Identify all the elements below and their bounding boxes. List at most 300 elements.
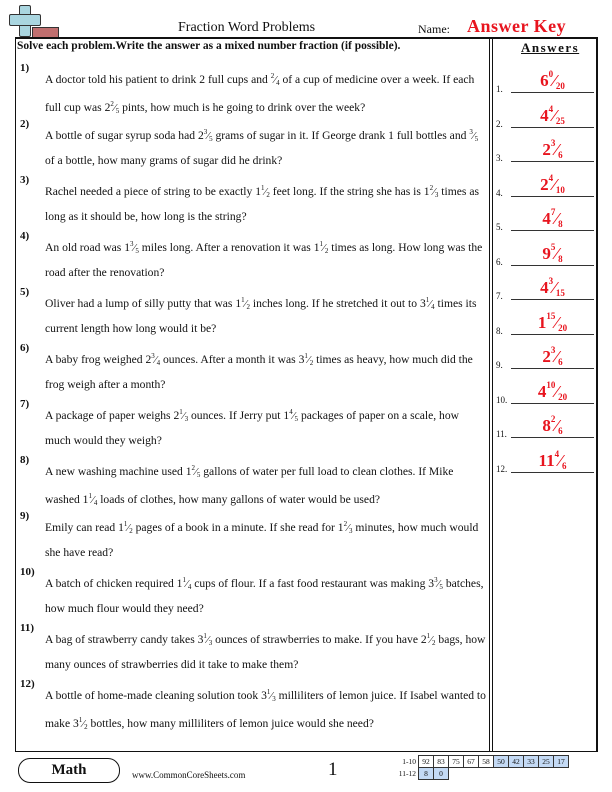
whole-number: 8 — [542, 416, 551, 435]
fraction-slash: ⁄ — [264, 186, 267, 198]
whole-number: 9 — [542, 243, 551, 263]
answer-number: 7. — [496, 291, 503, 301]
answer-line — [511, 92, 594, 93]
problem-text-segment: A bottle of home-made cleaning solution took — [45, 689, 262, 702]
mixed-number — [511, 311, 594, 333]
answer-row — [496, 99, 596, 129]
fraction-slash: ⁄ — [555, 347, 559, 366]
answer-row — [496, 168, 596, 198]
numerator: 3 — [548, 276, 554, 286]
fraction-slash: ⁄ — [195, 466, 197, 478]
fraction-slash: ⁄ — [323, 242, 325, 254]
site-url: www.CommonCoreSheets.com — [132, 770, 246, 780]
denominator: 4 — [93, 499, 98, 507]
mixed-number — [255, 185, 270, 198]
denominator: 20 — [558, 322, 568, 333]
frame-bottom — [15, 751, 598, 752]
problem-number: 6) — [20, 342, 30, 354]
problem-text-segment: pages of a book in a minute. If she read for — [132, 521, 338, 534]
problem-text-segment: milliliters of lemon juice. If Isabel wanted to make — [45, 689, 486, 730]
score-cell: 50 — [494, 756, 509, 768]
whole-number: 2 — [104, 101, 111, 114]
answer-line — [511, 161, 594, 162]
denominator: 8 — [558, 253, 563, 264]
score-cell: 33 — [524, 756, 539, 768]
instructions: Solve each problem.Write the answer as a mixed number fraction (if possible). — [17, 40, 401, 52]
fraction-slash: ⁄ — [555, 140, 559, 159]
mixed-number — [198, 129, 213, 142]
problem-number: 8) — [20, 454, 30, 466]
fraction-slash: ⁄ — [553, 278, 556, 297]
score-cell: 92 — [419, 756, 434, 768]
mixed-number — [177, 577, 192, 590]
numerator: 5 — [550, 241, 556, 252]
score-cell: 83 — [434, 756, 449, 768]
answer-line — [511, 127, 594, 128]
mixed-number — [428, 577, 443, 590]
whole-number: 4 — [542, 209, 551, 228]
mixed-number — [124, 241, 139, 254]
numerator: 10 — [546, 379, 556, 390]
numerator: 1 — [304, 352, 308, 360]
column-divider — [489, 38, 490, 752]
mixed-number — [469, 129, 478, 142]
answer-line — [511, 368, 594, 369]
score-row — [398, 756, 569, 768]
denominator: 3 — [434, 191, 439, 199]
numerator: 1 — [261, 184, 265, 192]
fraction-slash: ⁄ — [244, 298, 247, 310]
frame-right — [596, 38, 598, 752]
fraction-slash: ⁄ — [113, 102, 116, 114]
numerator: 2 — [191, 464, 196, 472]
subject-badge: Math — [18, 758, 120, 783]
mixed-number — [198, 633, 213, 646]
answer-row — [496, 340, 596, 370]
problem-text-segment: of a cup of medicine over a week. If each full cup was — [45, 73, 475, 114]
whole-number: 4 — [537, 381, 547, 401]
answer-line — [511, 299, 594, 300]
fraction-slash: ⁄ — [270, 690, 273, 702]
numerator: 4 — [554, 448, 560, 459]
problem-number: 11) — [20, 622, 35, 634]
denominator: 2 — [246, 303, 250, 311]
denominator: 4 — [156, 359, 161, 367]
whole-number: 3 — [261, 689, 267, 702]
problem-text-segment: ounces of strawberries to make. If you have — [212, 633, 421, 646]
fraction-slash: ⁄ — [82, 718, 85, 730]
header-divider — [15, 37, 598, 39]
mixed-number — [511, 414, 594, 436]
whole-number: 1 — [118, 521, 124, 534]
denominator: 4 — [276, 79, 280, 87]
mixed-number — [511, 345, 594, 367]
problem-text-segment: Rachel needed a piece of string to be exactly — [45, 185, 256, 198]
score-row — [398, 768, 569, 780]
answer-row — [496, 133, 596, 163]
whole-number: 2 — [542, 347, 551, 366]
whole-number: 2 — [540, 174, 549, 194]
score-cell: 17 — [554, 756, 569, 768]
denominator: 2 — [129, 527, 133, 535]
mixed-number — [173, 409, 188, 422]
answer-number: 5. — [496, 222, 503, 232]
problem-text — [45, 122, 487, 171]
mixed-number — [424, 185, 439, 198]
problem-text — [45, 346, 487, 395]
numerator: 4 — [289, 408, 293, 416]
whole-number: 2 — [145, 353, 152, 366]
whole-number: 1 — [124, 241, 131, 254]
fraction-slash: ⁄ — [206, 634, 209, 646]
mixed-number — [511, 207, 594, 229]
logo-plus-icon-bar — [9, 14, 41, 26]
problem-text-segment: minutes, how much would she have read? — [45, 521, 479, 559]
fraction-slash: ⁄ — [559, 450, 562, 470]
numerator: 1 — [123, 520, 128, 528]
frame-left — [15, 38, 16, 752]
answer-line — [511, 403, 594, 404]
name-value: Answer Key — [467, 16, 567, 36]
problem-text-segment: An old road was — [45, 241, 125, 254]
score-cell: 0 — [434, 768, 449, 780]
whole-number: 3 — [419, 297, 426, 310]
mixed-number — [105, 101, 120, 114]
mixed-number — [421, 633, 436, 646]
column-divider — [492, 38, 493, 752]
problem-text-segment: ounces. If Jerry put — [188, 409, 284, 422]
problem-text-segment: times as long as it should be, how long is the string? — [45, 185, 479, 223]
answer-line — [511, 196, 594, 197]
denominator: 5 — [115, 107, 120, 115]
mixed-number — [73, 717, 88, 730]
denominator: 20 — [555, 81, 565, 91]
mixed-number — [145, 353, 160, 366]
score-cell: 75 — [449, 756, 464, 768]
denominator: 5 — [294, 415, 299, 423]
problem-text-segment: A new washing machine used — [45, 465, 186, 478]
answer-line — [511, 334, 594, 335]
mixed-number — [314, 241, 329, 254]
problem-number: 7) — [20, 398, 30, 410]
problem-text-segment: A baby frog weighed — [45, 353, 146, 366]
problem-text-segment: A bottle of sugar syrup soda had — [45, 129, 198, 142]
answer-row — [496, 271, 596, 301]
mixed-number — [511, 69, 594, 91]
answer-number: 9. — [496, 360, 503, 370]
mixed-number — [299, 353, 314, 366]
problem-text-segment: packages of paper on a scale, how much would they weigh? — [45, 409, 460, 447]
problem-number: 10) — [20, 566, 35, 578]
numerator: 2 — [343, 520, 348, 528]
answer-number: 11. — [496, 429, 507, 439]
problem-text-segment: grams of sugar in it. If George drank 1 full bottles and — [212, 129, 470, 142]
problem-text-segment: miles long. After a renovation it was — [138, 241, 314, 254]
answer-row — [496, 202, 596, 232]
mixed-number — [186, 465, 201, 478]
numerator: 4 — [548, 103, 554, 114]
answer-line — [511, 472, 594, 473]
answers-heading: Answers — [521, 40, 580, 55]
problem-text — [45, 626, 487, 675]
denominator: 10 — [555, 184, 565, 195]
problem-text-segment: bags, how many ounces of strawberries did it take to make them? — [45, 633, 486, 671]
denominator: 5 — [474, 135, 479, 143]
answer-number: 10. — [496, 394, 508, 405]
problem-number: 4) — [20, 230, 30, 242]
numerator: 1 — [425, 296, 430, 304]
problem-text-segment: times as long. How long was the road after the renovation? — [45, 241, 483, 279]
fraction-slash: ⁄ — [182, 410, 185, 422]
answer-row — [496, 444, 596, 474]
score-cell: 42 — [509, 756, 524, 768]
problem-text-segment: gallons of water per full load to clean clothes. If Mike washed — [45, 465, 454, 506]
fraction-slash: ⁄ — [437, 578, 440, 590]
fraction-slash: ⁄ — [553, 71, 556, 90]
answer-line — [511, 437, 594, 438]
whole-number: 4 — [540, 105, 549, 125]
problem-text-segment: A batch of chicken required — [45, 577, 177, 590]
denominator: 25 — [555, 115, 565, 126]
mixed-number — [420, 297, 435, 310]
whole-number: 1 — [185, 465, 192, 478]
problem-number: 9) — [20, 510, 30, 522]
score-row-label: 1-10 — [402, 757, 416, 766]
problem-text-segment: times its current length how long would it be? — [45, 297, 477, 335]
denominator: 6 — [558, 426, 563, 436]
problem-text — [45, 514, 487, 563]
denominator: 3 — [208, 639, 213, 647]
denominator: 3 — [272, 695, 276, 703]
problem-number: 3) — [20, 174, 30, 186]
numerator: 1 — [426, 632, 431, 640]
fraction-slash: ⁄ — [555, 312, 559, 332]
answer-row — [496, 237, 596, 267]
problem-text-segment: A bag of strawberry candy takes — [45, 633, 198, 646]
problem-text — [45, 458, 487, 514]
denominator: 2 — [324, 247, 329, 255]
denominator: 15 — [555, 288, 565, 298]
whole-number: 3 — [298, 353, 305, 366]
name-label: Name: — [418, 22, 450, 36]
whole-number: 1 — [82, 493, 89, 506]
problem-number: 5) — [20, 286, 30, 298]
fraction-slash: ⁄ — [292, 410, 295, 422]
fraction-slash: ⁄ — [433, 186, 435, 198]
problem-text-segment: of a bottle, how many grams of sugar did he drink? — [45, 154, 283, 167]
answer-number: 1. — [496, 84, 503, 94]
denominator: 6 — [561, 460, 567, 471]
whole-number: 1 — [313, 241, 320, 254]
whole-number: 1 — [283, 409, 290, 422]
problem-text-segment: batches, how much flour would they need? — [45, 577, 484, 615]
fraction-slash: ⁄ — [430, 634, 433, 646]
whole-number: 2 — [420, 633, 427, 646]
answer-row — [496, 375, 596, 405]
problem-text-segment: A package of paper weighs — [45, 409, 174, 422]
problem-text-segment: cups of flour. If a fast food restaurant was making — [191, 577, 429, 590]
numerator: 1 — [241, 296, 245, 304]
numerator: 2 — [270, 72, 275, 80]
numerator: 1 — [182, 576, 186, 584]
whole-number: 4 — [540, 278, 549, 297]
denominator: 20 — [558, 391, 568, 402]
denominator: 3 — [348, 527, 353, 535]
answer-line — [511, 230, 594, 231]
whole-number: 1 — [337, 521, 344, 534]
fraction-slash: ⁄ — [207, 130, 210, 142]
problem-text-segment: bottles, how many milliliters of lemon juice would she need? — [87, 717, 374, 730]
numerator: 3 — [550, 345, 556, 355]
fraction-slash: ⁄ — [154, 354, 157, 366]
mixed-number — [511, 173, 594, 195]
numerator: 4 — [548, 172, 554, 183]
whole-number: 3 — [428, 577, 435, 590]
fraction-slash: ⁄ — [347, 522, 349, 534]
fraction-slash: ⁄ — [555, 381, 559, 401]
whole-number: 6 — [540, 71, 549, 90]
numerator: 1 — [266, 688, 271, 696]
numerator: 1 — [179, 408, 183, 416]
problem-text-segment: loads of clothes, how many gallons of water would be used? — [97, 493, 381, 506]
numerator: 2 — [550, 414, 556, 424]
score-cell: 25 — [539, 756, 554, 768]
mixed-number — [511, 276, 594, 298]
whole-number: 11 — [538, 450, 555, 470]
whole-number: 3 — [197, 633, 204, 646]
score-cell: 58 — [479, 756, 494, 768]
score-table — [398, 755, 569, 780]
denominator: 5 — [439, 583, 443, 591]
numerator: 7 — [550, 207, 556, 217]
mixed-number — [118, 521, 133, 534]
score-row-label: 11-12 — [398, 769, 416, 778]
mixed-number — [271, 73, 280, 86]
fraction-slash: ⁄ — [555, 243, 559, 263]
denominator: 2 — [266, 191, 270, 199]
problem-number: 12) — [20, 678, 35, 690]
denominator: 4 — [187, 583, 192, 591]
denominator: 8 — [558, 219, 563, 229]
problem-text — [45, 682, 487, 738]
problem-text-segment: Oliver had a lump of silly putty that was — [45, 297, 236, 310]
denominator: 6 — [558, 150, 563, 160]
problem-text-segment: feet long. If the string she has is — [269, 185, 424, 198]
numerator: 1 — [319, 240, 323, 248]
numerator: 3 — [550, 138, 556, 148]
answer-number: 6. — [496, 256, 503, 267]
mixed-number — [261, 689, 276, 702]
fraction-slash: ⁄ — [555, 209, 559, 228]
answer-line — [511, 265, 594, 266]
numerator: 2 — [110, 100, 114, 108]
denominator: 4 — [431, 303, 435, 311]
mixed-number — [511, 380, 594, 402]
mixed-number — [338, 521, 353, 534]
denominator: 5 — [209, 135, 213, 143]
denominator: 2 — [432, 639, 436, 647]
fraction-slash: ⁄ — [555, 416, 559, 435]
problem-number: 1) — [20, 62, 30, 74]
answer-number: 2. — [496, 118, 503, 129]
denominator: 3 — [184, 415, 189, 423]
problem-text — [45, 402, 487, 451]
numerator: 1 — [203, 632, 207, 640]
problem-text — [45, 290, 487, 339]
numerator: 3 — [469, 128, 473, 136]
page-number: 1 — [328, 759, 338, 780]
whole-number: 1 — [255, 185, 262, 198]
answer-number: 3. — [496, 153, 503, 163]
answer-row — [496, 306, 596, 336]
whole-number: 2 — [173, 409, 180, 422]
fraction-slash: ⁄ — [429, 298, 432, 310]
problem-text — [45, 570, 487, 619]
whole-number: 1 — [537, 312, 547, 332]
problem-text-segment: pints, how much is he going to drink over the week? — [119, 101, 366, 114]
problem-text-segment: ounces. After a month it was — [160, 353, 299, 366]
fraction-slash: ⁄ — [553, 174, 556, 194]
whole-number: 2 — [542, 140, 551, 159]
whole-number: 2 — [197, 129, 204, 142]
mixed-number — [283, 409, 298, 422]
problem-text-segment: Emily can read — [45, 521, 119, 534]
fraction-slash: ⁄ — [472, 130, 475, 142]
mixed-number — [235, 297, 250, 310]
problem-text-segment: times as heavy, how much did the frog weigh after a month? — [45, 353, 473, 391]
numerator: 3 — [151, 352, 155, 360]
numerator: 15 — [546, 310, 556, 321]
fraction-slash: ⁄ — [185, 578, 188, 590]
mixed-number — [511, 104, 594, 126]
problem-text-segment: inches long. If he stretched it out to — [249, 297, 420, 310]
problem-number: 2) — [20, 118, 30, 130]
numerator: 0 — [548, 69, 554, 79]
numerator: 3 — [203, 128, 208, 136]
whole-number: 1 — [235, 297, 242, 310]
denominator: 5 — [135, 247, 139, 255]
fraction-slash: ⁄ — [553, 105, 556, 125]
problem-text-segment: A doctor told his patient to drink 2 full cups and — [45, 73, 271, 86]
score-cell: 67 — [464, 756, 479, 768]
mixed-number — [83, 493, 98, 506]
answer-row — [496, 64, 596, 94]
answer-row — [496, 409, 596, 439]
fraction-slash: ⁄ — [133, 242, 136, 254]
mixed-number — [511, 242, 594, 264]
denominator: 5 — [196, 471, 201, 479]
numerator: 3 — [434, 576, 438, 584]
denominator: 6 — [558, 357, 563, 367]
numerator: 1 — [78, 716, 83, 724]
numerator: 1 — [88, 492, 92, 500]
whole-number: 1 — [176, 577, 183, 590]
numerator: 2 — [429, 184, 434, 192]
denominator: 2 — [84, 723, 88, 731]
fraction-slash: ⁄ — [307, 354, 310, 366]
fraction-slash: ⁄ — [127, 522, 130, 534]
mixed-number — [511, 449, 594, 471]
denominator: 2 — [309, 359, 314, 367]
answer-number: 8. — [496, 325, 503, 336]
problem-text — [45, 66, 487, 122]
whole-number: 3 — [73, 717, 79, 730]
problem-text — [45, 234, 487, 283]
fraction-slash: ⁄ — [274, 74, 277, 86]
worksheet-title: Fraction Word Problems — [178, 20, 316, 35]
numerator: 3 — [130, 240, 134, 248]
answer-number: 12. — [496, 463, 508, 474]
